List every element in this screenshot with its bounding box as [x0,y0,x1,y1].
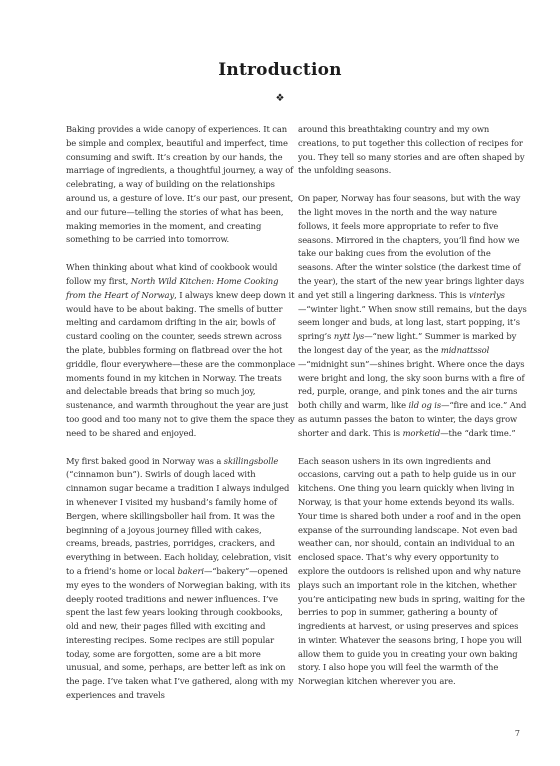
page-number: 7 [514,729,520,738]
norwegian-term: midnattssol [440,344,490,355]
paragraph: Each season ushers in its own ingredients and occasions, carving out a path to help guide us in our kitchens. One thing you learn quickly when living in Norway, is that your home extends beyond its walls. Your time is shared both under a roof and in the open expanse of the surrounding landscape. Not even bad weather can, nor should, contain an individual to an enclosed space. That’s why every opportunity to explore the outdoors is relished upon and why nature plays such an important role in the kitchen, whether you’re anticipating new buds in spring, waiting for the berries to pop in summer, gathering a bounty of ingredients at harvest, or using preserves and spices in winter. Whatever the seasons bring, I hope you will allow them to guide you in creating your own baking story. I also hope you will feel the warmth of the Norwegian kitchen wherever you are. [298,455,525,687]
norwegian-term: morketid [402,427,441,438]
page-title: Introduction [218,60,342,80]
paragraph: My first baked good in Norway was a skillingsbolle (“cinnamon bun”). Swirls of dough laced with cinnamon sugar became a tradition I always indulged in whenever I visited my husband’s family home of Bergen, where skillingsboller hail from. It was the beginning of a joyous journey filled with cakes, creams, breads, pastries, porridges, crackers, and everything in between. Each holiday, celebration, visit to a friend’s home or local bakeri—“bakery”—opened my eyes to the wonders of Norwegian baking, with its deeply rooted traditions and newer influences. I’ve spent the last few years looking through cookbooks, old and new, their pages filled with exciting and interesting recipes. Some recipes are still popular today, some are forgotten, some are a bit more unusual, and some, perhaps, are better left as ink on the page. I’ve taken what I’ve gathered, along with my experiences and travels [66,455,294,701]
ornament-icon: ❖ [275,93,285,104]
norwegian-term: bakeri [177,565,204,576]
norwegian-term: skillingsbolle [223,455,279,466]
paragraph: Baking provides a wide canopy of experiences. It can be simple and complex, beautiful and imperfect, time consuming and swift. It’s creation by our hands, the marriage of ingredients, a thoughtful journey, a way of celebrating, a way of building on the relationships around us, a gesture of love. It’s our past, our present, and our future—telling the stories of what has been, making memories in the moment, and creating something to be carried into tomorrow. [66,124,294,245]
norwegian-term: nytt lys [333,331,365,342]
paragraph: When thinking about what kind of cookbook would follow my first, North Wild Kitchen: Home Cooking from the Heart of Norway, I always knew deep down it would have to be about baking. The smells of butter melting and cardamom drifting in the air, bowls of custard cooling on the counter, seeds strewn across the plate, bubbles forming on flatbread over the hot griddle, flour everywhere—these are the commonplace moments found in my kitchen in Norway. The treats and delectable breads that bring so much joy, sustenance, and warmth throughout the year are just too good and too many not to give them the space they need to be shared and enjoyed. [66,262,296,438]
book-title: North Wild Kitchen: Home Cooking from the Heart of Norway [66,275,279,300]
right-column [298,123,528,689]
norwegian-term: vinterlys [468,289,505,300]
norwegian-term: ild og is [408,400,442,411]
paragraph: around this breathtaking country and my own creations, to put together this collection of recipes for you. They tell so many stories and are often shaped by the unfolding seasons. [298,124,525,176]
left-column [66,123,296,703]
paragraph: On paper, Norway has four seasons, but with the way the light moves in the north and the way nature follows, it feels more appropriate to refer to five seasons. Mirrored in the chapters, you’ll find how we take our baking cues from the evolution of the seasons. After the winter solstice (the darkest time of the year), the start of the new year brings lighter days and yet still a lingering darkness. This is vinterlys—“winter light.” When snow still remains, but the days seem longer and buds, at long last, start popping, it’s spring’s nytt lys—“new light.” Summer is marked by the longest day of the year, as the midnattssol—“midnight sun”—shines bright. Where once the days were bright and long, the sky soon burns with a fire of red, purple, orange, and pink tones and the air turns both chilly and warm, like ild og is—“fire and ice.” And as autumn passes the baton to winter, the days grow shorter and dark. This is morketid—the “dark time.” [298,193,527,438]
